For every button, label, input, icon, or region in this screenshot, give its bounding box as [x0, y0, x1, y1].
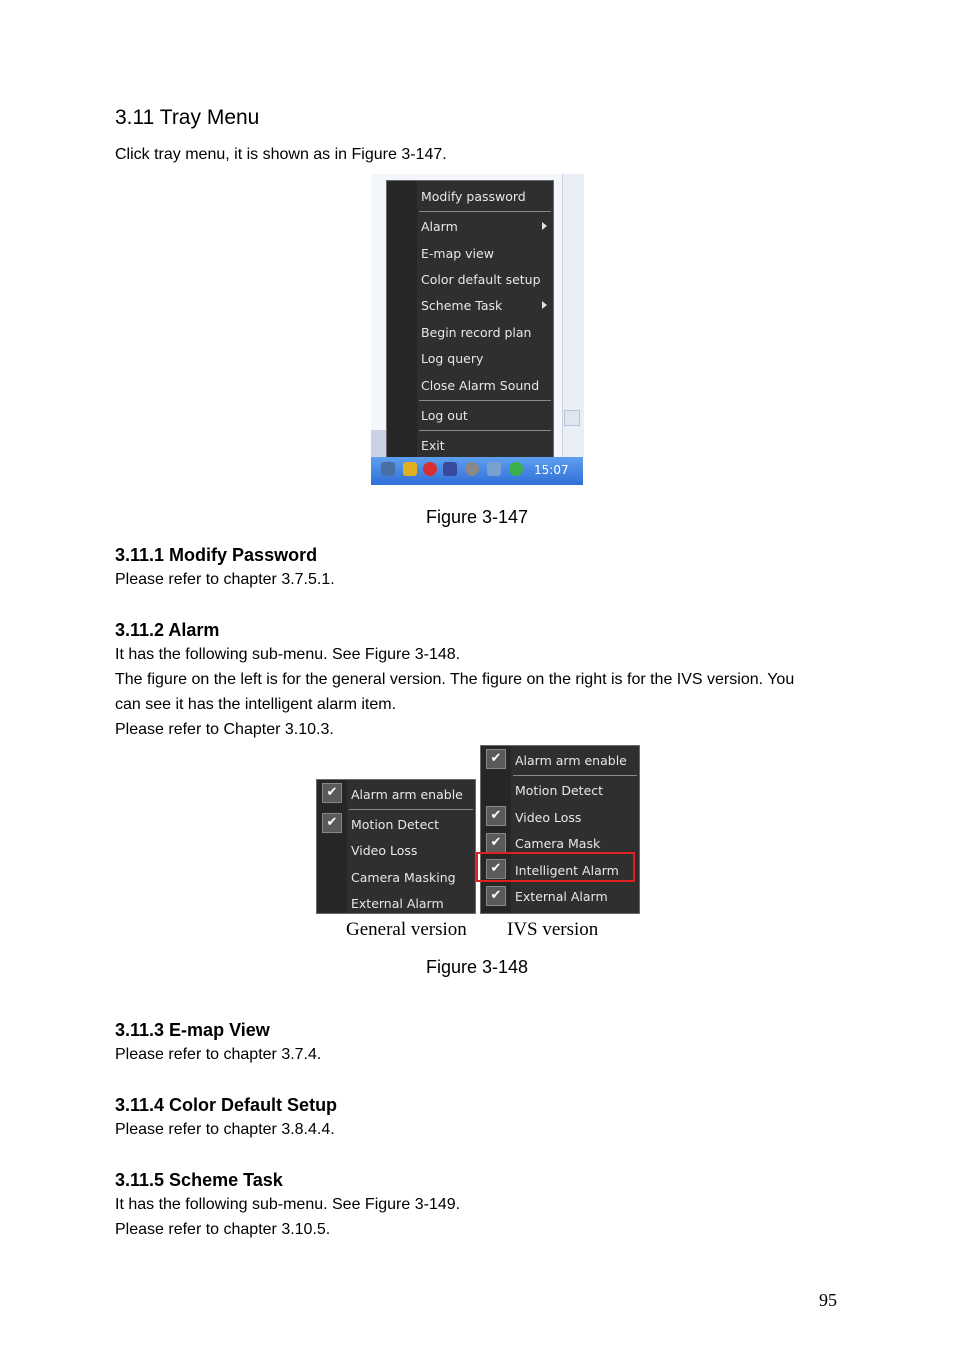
menu-item-scheme-task[interactable]: Scheme Task: [421, 298, 503, 313]
alarm-submenu-ivs: [480, 745, 640, 914]
general-version-label: General version: [346, 919, 467, 940]
check-icon[interactable]: ✔: [486, 749, 506, 769]
antivirus-icon[interactable]: [423, 462, 437, 476]
menu-separator: [419, 400, 551, 401]
update-icon[interactable]: [509, 462, 523, 476]
menu-item-log-query[interactable]: Log query: [421, 351, 484, 366]
menu-item-alarm-arm-enable[interactable]: Alarm arm enable: [351, 787, 463, 802]
menu-item-camera-mask[interactable]: Camera Mask: [515, 836, 601, 851]
tray-context-menu: [386, 180, 554, 458]
tray-clock: 15:07: [534, 463, 569, 477]
ivs-version-label: IVS version: [507, 919, 599, 940]
submenu-arrow-icon: [542, 301, 547, 309]
check-icon[interactable]: ✔: [486, 859, 506, 879]
text-modify-password: Please refer to chapter 3.7.5.1.: [115, 571, 335, 588]
network-icon[interactable]: [443, 462, 457, 476]
alarm-submenu-general: [316, 779, 476, 914]
check-icon[interactable]: ✔: [322, 813, 342, 833]
audio-icon[interactable]: [465, 462, 479, 476]
text-scheme-task-2: Please refer to chapter 3.10.5.: [115, 1221, 331, 1238]
window-edge: [371, 430, 387, 457]
check-icon[interactable]: ✔: [486, 886, 506, 906]
user-icon[interactable]: [381, 462, 395, 476]
heading-scheme-task: 3.11.5 Scheme Task: [115, 1170, 283, 1190]
menu-item-alarm-arm-enable[interactable]: Alarm arm enable: [515, 753, 627, 768]
text-alarm-2: The figure on the left is for the general version. The figure on the right is for the IVS version. You: [115, 671, 795, 688]
menu-item-external-alarm[interactable]: External Alarm: [515, 889, 608, 904]
menu-item-emap-view[interactable]: E-map view: [421, 246, 494, 261]
menu-item-exit[interactable]: Exit: [421, 438, 445, 453]
shield-icon[interactable]: [403, 462, 417, 476]
check-icon[interactable]: ✔: [486, 833, 506, 853]
fig147-caption: Figure 3-147: [425, 507, 529, 527]
menu-item-intelligent-alarm[interactable]: Intelligent Alarm: [515, 863, 619, 878]
menu-item-motion-detect[interactable]: Motion Detect: [351, 817, 440, 832]
section-title: 3.11 Tray Menu: [115, 106, 260, 129]
display-icon[interactable]: [487, 462, 501, 476]
text-emap-view: Please refer to chapter 3.7.4.: [115, 1046, 322, 1063]
fig148-caption: Figure 3-148: [425, 957, 529, 977]
menu-item-camera-masking[interactable]: Camera Masking: [351, 870, 456, 885]
menu-separator: [419, 430, 551, 431]
page-number: 95: [819, 1290, 837, 1310]
menu-separator: [513, 775, 637, 776]
text-scheme-task-1: It has the following sub-menu. See Figure 3-149.: [115, 1196, 461, 1213]
heading-color-default-setup: 3.11.4 Color Default Setup: [115, 1095, 338, 1115]
text-color-default-setup: Please refer to chapter 3.8.4.4.: [115, 1121, 335, 1138]
heading-modify-password: 3.11.1 Modify Password: [115, 545, 318, 565]
intelligent-alarm-highlight: [476, 852, 635, 882]
menu-item-modify-password[interactable]: Modify password: [421, 189, 526, 204]
section-intro: Click tray menu, it is shown as in Figure 3-147.: [115, 146, 447, 163]
text-alarm-3: can see it has the intelligent alarm item.: [115, 696, 397, 713]
menu-item-alarm[interactable]: Alarm: [421, 219, 458, 234]
menu-item-video-loss[interactable]: Video Loss: [515, 810, 582, 825]
menu-item-color-default-setup[interactable]: Color default setup: [421, 272, 541, 287]
text-alarm-1: It has the following sub-menu. See Figure 3-148.: [115, 646, 461, 663]
menu-separator: [349, 809, 473, 810]
submenu-arrow-icon: [542, 222, 547, 230]
check-icon[interactable]: ✔: [486, 806, 506, 826]
check-icon[interactable]: ✔: [322, 783, 342, 803]
menu-item-close-alarm-sound[interactable]: Close Alarm Sound: [421, 378, 540, 393]
menu-item-log-out[interactable]: Log out: [421, 408, 468, 423]
heading-emap-view: 3.11.3 E-map View: [115, 1020, 270, 1040]
menu-item-video-loss[interactable]: Video Loss: [351, 843, 418, 858]
text-alarm-4: Please refer to Chapter 3.10.3.: [115, 721, 334, 738]
scroll-down-icon: [564, 410, 580, 426]
menu-item-begin-record-plan[interactable]: Begin record plan: [421, 325, 532, 340]
menu-item-motion-detect[interactable]: Motion Detect: [515, 783, 604, 798]
heading-alarm: 3.11.2 Alarm: [115, 620, 220, 640]
menu-separator: [419, 211, 551, 212]
menu-item-external-alarm[interactable]: External Alarm: [351, 896, 444, 911]
